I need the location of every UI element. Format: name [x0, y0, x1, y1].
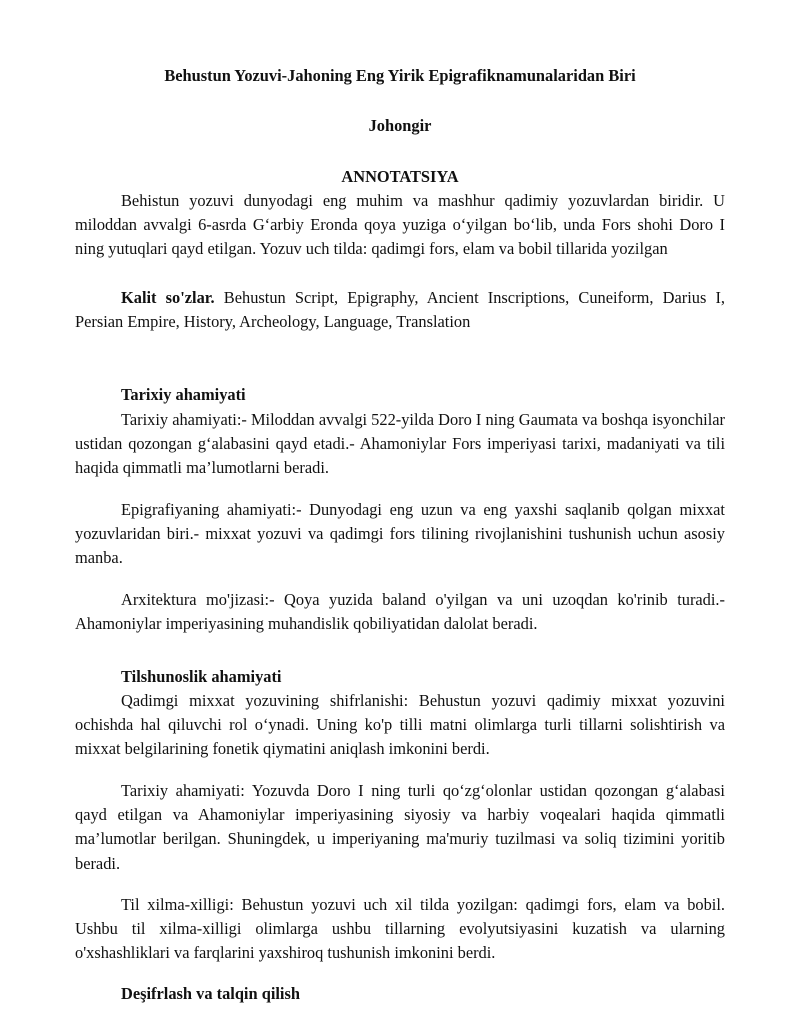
paragraph-tilshunoslik-2: Tarixiy ahamiyati: Yozuvda Doro I ning turli qo‘zg‘olonlar ustidan qozongan g‘alabasi qayd etilgan va Ahamoniylar imperiyasining siyosiy va harbiy voqealari haqida qimmatli ma’lumotlar berilgan. Shuningdek, u imperiyaning ma'muriy tuzilmasi va soliq tizimini yoritib beradi.: [75, 781, 725, 873]
keywords-paragraph: [75, 286, 725, 334]
paragraph-tarixiy-1: Tarixiy ahamiyati:- Miloddan avvalgi 522-yilda Doro I ning Gaumata va boshqa isyonchilar ustidan qozongan g‘alabasini qayd etadi.- Ahamoniylar Fors imperiyasi tarixi, madaniyati va tili haqida qimmatli ma’lumotlarni beradi.: [75, 410, 725, 478]
keywords-text: Behustun Script, Epigraphy, Ancient Inscriptions, Cuneiform, Darius I, Persian Empire, History, Archeology, Language, Translation: [75, 288, 726, 332]
keywords-label: Kalit so'zlar.: [121, 288, 215, 307]
section-heading-desifrlash: Deşifrlash va talqin qilish: [121, 984, 300, 1003]
author-name: Johongir: [368, 116, 432, 135]
paragraph-tilshunoslik-1: Qadimgi mixxat yozuvining shifrlanishi: Behustun yozuvi qadimiy mixxat yozuvini ochishda hal qiluvchi rol o‘ynadi. Uning ko'p tilli matni olimlarga turli tillarni solishtirish va mixxat belgilarining fonetik qiymatini aniqlash imkonini berdi.: [75, 691, 725, 759]
section-heading-tilshunoslik: Tilshunoslik ahamiyati: [121, 667, 282, 686]
annotation-paragraph: Behistun yozuvi dunyodagi eng muhim va mashhur qadimiy yozuvlardan biridir. U miloddan avvalgi 6-asrda G‘arbiy Eronda qoya yuziga o‘yilgan bo‘lib, unda Fors shohi Doro I ning yutuqlari qayd etilgan. Yozuv uch tilda: qadimgi fors, elam va bobil tillarida yozilgan: [75, 191, 725, 259]
paragraph-tilshunoslik-3: Til xilma-xilligi: Behustun yozuvi uch xil tilda yozilgan: qadimgi fors, elam va bobil. Ushbu til xilma-xilligi olimlarga ushbu tillarning evolyutsiyasini kuzatish va ularning o'xshashliklari va farqlarini yaxshiroq tushunish imkonini berdi.: [75, 895, 725, 963]
paragraph-tarixiy-3: Arxitektura mo'jizasi:- Qoya yuzida baland o'yilgan va uni uzoqdan ko'rinib turadi.- Ahamoniylar imperiyasining muhandislik qobiliyatidan dalolat beradi.: [75, 590, 725, 634]
annotation-heading: ANNOTATSIYA: [341, 167, 459, 186]
section-heading-tarixiy: Tarixiy ahamiyati: [121, 385, 246, 404]
paragraph-tarixiy-2: Epigrafiyaning ahamiyati:- Dunyodagi eng uzun va eng yaxshi saqlanib qolgan mixxat yozuvlaridan biri.- mixxat yozuvi va qadimgi fors tilining rivojlanishini tushunish uchun asosiy manba.: [75, 500, 725, 568]
document-title: Behustun Yozuvi-Jahoning Eng Yirik Epigrafiknamunalaridan Biri: [164, 66, 636, 85]
